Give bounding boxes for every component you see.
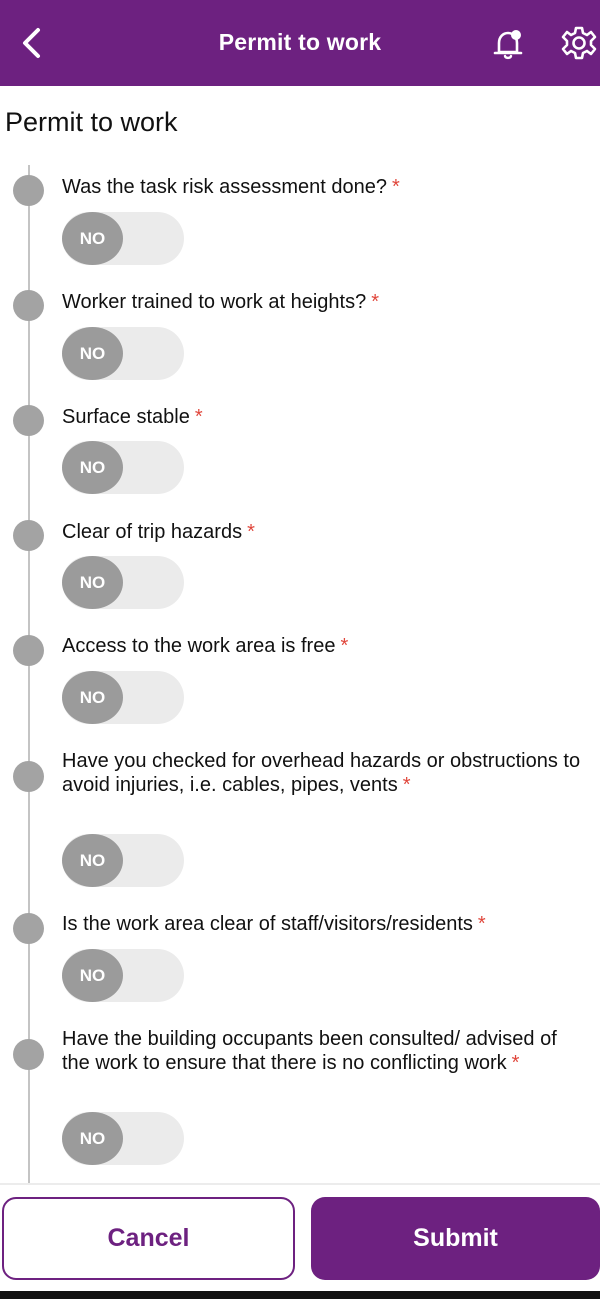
- timeline-dot: [13, 913, 44, 944]
- yes-no-toggle[interactable]: [62, 1112, 184, 1165]
- footer-divider: [0, 1183, 600, 1185]
- toggle-knob: NO: [62, 556, 123, 609]
- question-label: [62, 749, 582, 797]
- question-label: [62, 175, 582, 199]
- app-bar: [0, 0, 600, 86]
- required-marker: *: [194, 406, 203, 428]
- question-text: Is the work area clear of staff/visitors/residents: [62, 913, 473, 935]
- submit-button[interactable]: Submit: [311, 1197, 600, 1280]
- timeline-dot: [13, 405, 44, 436]
- app-bar-title: Permit to work: [218, 29, 382, 55]
- question-text: Have you checked for overhead hazards or obstructions to avoid injuries, i.e. cables, pipes, vents: [62, 750, 581, 796]
- yes-no-toggle[interactable]: [62, 212, 184, 265]
- timeline-dot: [13, 520, 44, 551]
- question-label: [62, 912, 582, 936]
- yes-no-toggle[interactable]: [62, 949, 184, 1002]
- required-marker: *: [477, 913, 486, 935]
- toggle-knob: NO: [62, 441, 123, 494]
- page-title: Permit to work: [5, 107, 178, 137]
- yes-no-toggle[interactable]: [62, 327, 184, 380]
- question-text: Have the building occupants been consulted/ advised of the work to ensure that there is no conflicting work: [62, 1028, 557, 1074]
- timeline-dot: [13, 175, 44, 206]
- bell-icon[interactable]: [490, 26, 526, 62]
- required-marker: *: [391, 176, 400, 198]
- question-text: Surface stable: [62, 406, 190, 428]
- cancel-button[interactable]: Cancel: [2, 1197, 295, 1280]
- question-label: [62, 520, 582, 544]
- question-text: Clear of trip hazards: [62, 521, 243, 543]
- toggle-knob: NO: [62, 671, 123, 724]
- question-text: Access to the work area is free: [62, 635, 336, 657]
- toggle-knob: NO: [62, 212, 123, 265]
- question-label: [62, 290, 582, 314]
- toggle-knob: NO: [62, 1112, 123, 1165]
- question-text: Worker trained to work at heights?: [62, 291, 367, 313]
- required-marker: *: [340, 635, 349, 657]
- toggle-knob: NO: [62, 949, 123, 1002]
- yes-no-toggle[interactable]: [62, 556, 184, 609]
- question-label: [62, 634, 582, 658]
- yes-no-toggle[interactable]: [62, 834, 184, 887]
- toggle-knob: NO: [62, 327, 123, 380]
- question-label: [62, 405, 582, 429]
- yes-no-toggle[interactable]: [62, 671, 184, 724]
- question-label: [62, 1027, 582, 1075]
- required-marker: *: [247, 521, 255, 543]
- timeline-dot: [13, 1039, 44, 1070]
- system-nav-bar: [0, 1291, 600, 1299]
- yes-no-toggle[interactable]: [62, 441, 184, 494]
- toggle-knob: NO: [62, 834, 123, 887]
- timeline-dot: [13, 635, 44, 666]
- timeline-dot: [13, 290, 44, 321]
- question-text: Was the task risk assessment done?: [62, 176, 387, 198]
- gear-icon[interactable]: [560, 24, 598, 62]
- timeline-dot: [13, 761, 44, 792]
- required-marker: *: [402, 774, 411, 796]
- required-marker: *: [371, 291, 380, 313]
- required-marker: *: [511, 1052, 520, 1074]
